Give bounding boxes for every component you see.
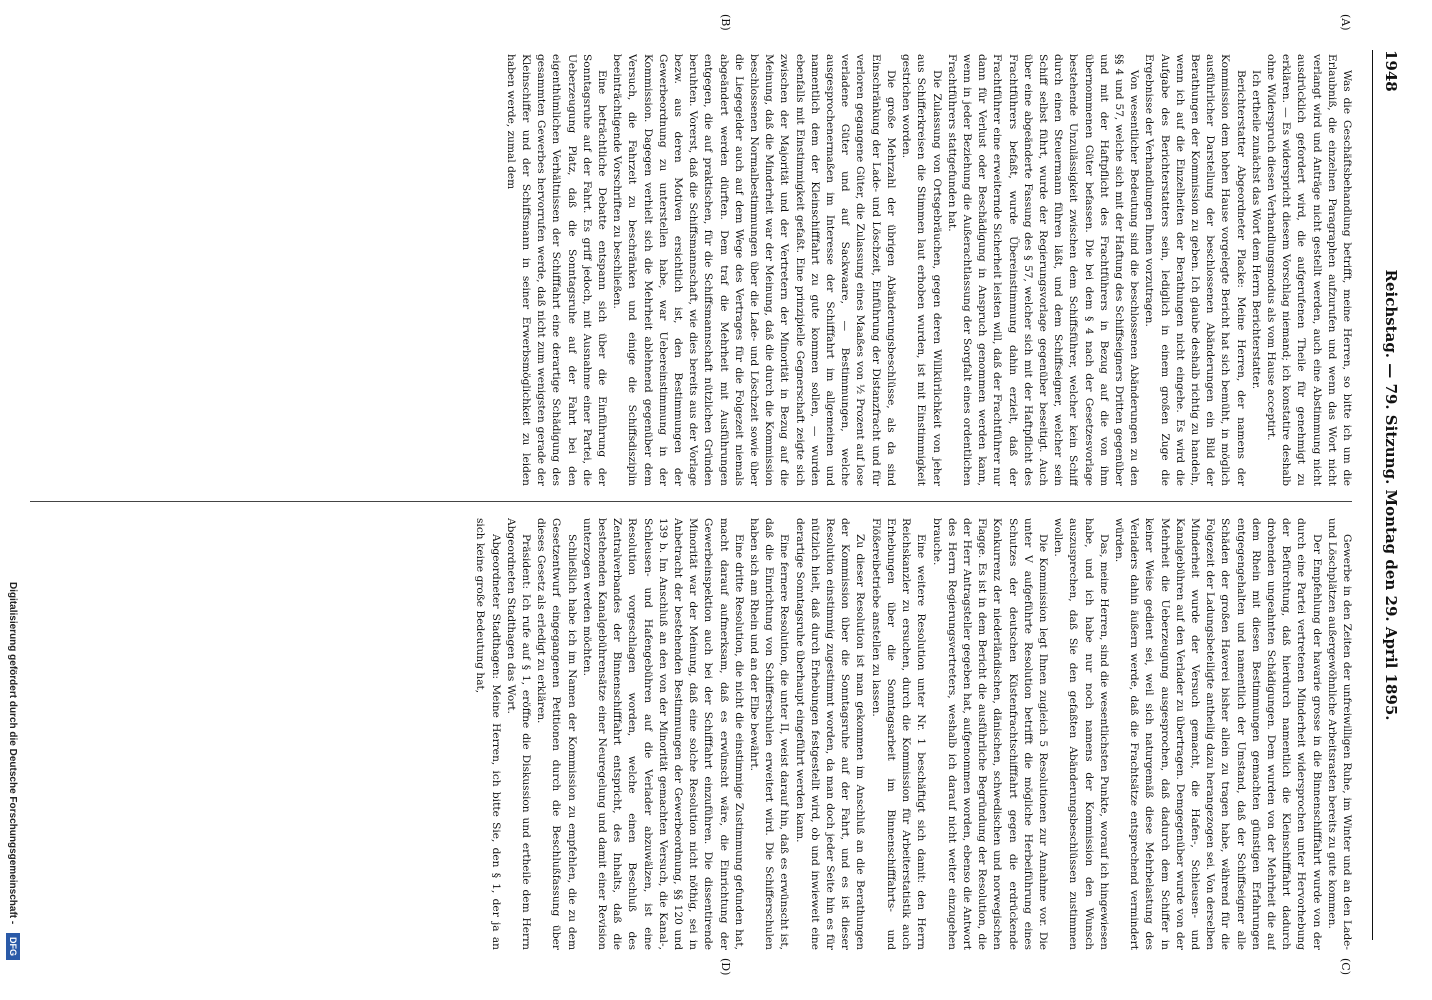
paragraph: Von wesentlicher Bedeutung sind die beschlossenen Abänderungen zu den §§ 4 und 57, welche sich mit der Haftung des Schiffseigners Dritten gegenüber und mit der Haftpflicht des Frachtführers in Bezug auf die von ihm übernommenen Güter befassen. Die bei dem § 4 nach der Gesetzesvorlage bestehende Unzulässigkeit zwischen dem Schiffsführer, welcher kein Schiff durch einen Steuermann führen läßt, und dem Schiffseigner, welcher sein Schiff selbst führt, wurde der Regierungsvorlage gegenüber beseitigt. Auch über eine abgeänderte Fassung des § 57, welcher sich mit der Haftpflicht des Frachtführers befaßt, wurde Übereinstimmung dahin erzielt, daß der Frachtführer eine erweiternde Sicherheit leisten will, daß der Frachtführer nur dann für Verlust oder Beschädigung in Anspruch genommen werden kann, wenn in jeder Beziehung die Außerachtlassung der Sorgfalt eines ordentlichen Frachtführers stattgefunden hat. — [945, 54, 1141, 486]
paragraph: Berichterstatter Abgeordneter Placke: Meine Herren, der namens der Kommission dem hohen Hause vorgelegte Bericht hat sich bemüht, in möglich ausführlicher Darstellung der beschlossenen Abänderungen ein Bild der Berathungen der Kommission zu geben. Ich glaube deshalb richtig zu handeln, wenn ich auf die Einzelheiten der Berathungen nicht eingehe. Es wird die Aufgabe des Berichterstatters sein, lediglich in einem großen Zuge die Ergebnisse der Verhandlungen Ihnen vorzutragen. — [1143, 54, 1247, 486]
margin-marker-d: (D) — [719, 958, 732, 976]
paragraph: Eine beträchtliche Debatte entspann sich über die Einführung der Sonntagsruhe auf der Fahrt. Es griff jedoch, mit Ausnahme einer Partei, die Ueberzeugung Platz, daß die Sonntagsruhe auf der Fahrt bei den eigenthümlichen Verhältnissen der Schifffahrt eine derartige Schädigung des gesammten Gewerbes hervorrufen werde, daß nicht zum wenigsten gerade der Kleinschiffer und der Schiffsmann in seiner Erwerbsmöglichkeit zu leiden haben werde, zumal dem — [504, 54, 609, 486]
paragraph: Abgeordneter Stadthagen: Meine Herren, ich bitte Sie, den § 1, der ja an sich keine große Bedeutung hat, — [474, 518, 502, 950]
margin-marker-b: (B) — [719, 14, 732, 31]
paragraph: Eine dritte Resolution, die nicht die einstimmige Zustimmung gefunden hat, macht darauf aufmerksam, daß es erwünscht wäre, die Einrichtung der Gewerbeinspektion auch bei der Schifffahrt einzuführen. Die dissentirende Minorität war der Meinung, daß eine solche Resolution nicht nöthig, sei in Anbetracht der bestehenden Bestimmungen der Gewerbeordnung, §§ 120 und 139 b. Im Anschluß an den von der Minorität gemachten Versuch, die Kanal-, Schleusen- und Hafengebühren auf die Verlader abzuwälzen, ist eine Resolution vorgeschlagen worden, welche einen Beschluß des Zentralverbandes der Binnenschifffahrt entspricht, des Inhalts, daß die bestehenden Kanalgebührensätze einer Neuregelung und damit einer Revision unterzogen werden möchten. — [580, 518, 745, 950]
header-rule — [1372, 50, 1373, 940]
paragraph: Die Zulassung von Ortsgebräuchen, gegen deren Willkürlichkeit von jeher aus Schifferkreisen die Stimmen laut erhoben wurden, ist mit Einstimmigkeit gestrichen worden. — [900, 54, 943, 486]
running-title: Reichstag. — 79. Sitzung. Montag den 29. April 1895. — [1382, 269, 1400, 721]
dfg-logo: DFG — [6, 933, 20, 960]
page-header — [1376, 50, 1406, 940]
page-number: 1948 — [1382, 50, 1400, 92]
digitization-credit — [0, 0, 24, 1000]
paragraph: Die große Mehrzahl der übrigen Abänderungsbeschlüsse, als da sind Einschränkung der Lade- und Löschzeit, Einführung der Distanzfracht und für verloren gegangene Güter, die Zulassung eines Maaßes von ½ Prozent auf lose verladene Güter und auf Sackwaare, — Bestimmungen, welche ausgesprochenermaßen im Interesse der Schifffahrt im allgemeinen und namentlich dem der Kleinschifffahrt zu gute kommen sollen, — wurden ebenfalls mit Einstimmigkeit gefaßt. Eine prinzipielle Gegnerschaft zeigte sich zwischen der Majorität und der Vertretern der Minorität in Bezug auf die Meinung, daß die Minderheit war der Meinung, daß die durch die Kommission beschlossenen Normalbestimmungen über die Lade- und Löschzeit sowie über die Liegegelder auch auf dem Wege des Vertrages für die Folgezeit niemals abgeändert werden dürften. Dem traf die Mehrheit mit Ausführungen entgegen, die auf praktischen, für die Schiffsmannschaft nützlichen Gründen beruhten. Vorerst, daß die Schiffsmannschaft, wie dies bereits aus der Vorlage bezw. aus deren Motiven ersichtlich ist, den Bestimmungen der Gewerbeordnung zu unterstellen habe, war Uebereinstimmung in der Kommission. Dagegen verhielt sich die Mehrheit ablehnend gegenüber dem Versuch, die Fahrzeit zu beschränken und einige die Schiffsdisziplin beeinträchtigende Vorschriften zu beschließen. — [611, 54, 897, 486]
margin-marker-c: (C) — [1339, 958, 1352, 975]
paragraph: Das, meine Herren, sind die wesentlichsten Punkte, worauf ich hingewiesen habe, und ich habe nur noch namens der Kommission den Wunsch auszusprechen, daß Sie den gefaßten Abänderungsbeschlüssen zustimmen wollen. — [1052, 518, 1110, 950]
margin-marker-a: (A) — [1339, 14, 1352, 31]
paragraph: Ich ertheile zunächst das Wort dem Herrn Berichterstatter. — [1249, 70, 1262, 390]
paragraph: Präsident: Ich rufe auf § 1, eröffne die Diskussion und ertheile dem Herrn Abgeordneten Stadthagen das Wort. — [504, 518, 533, 950]
paragraph: Gewerbe in den Zeiten der unfreiwilligen Ruhe, im Winter und an den Lade- und Löschplätzen außergewöhnliche Arbeitsrasten bereits zu gute kommen. — [1325, 518, 1353, 950]
paragraph: Eine weitere Resolution unter Nr. 1 beschäftigt sich damit: den Herrn Reichskanzler zu ersuchen, durch die Kommission für Arbeiterstatistik auch Erhebungen über die Sonntagsarbeit im Binnenschifffahrts- und Flößereibetriebe anstellen zu lassen. — [869, 518, 928, 950]
left-column — [30, 54, 1354, 486]
paragraph: Was die Geschäftsbehandlung betrifft, meine Herren, so bitte ich um die Erlaubniß, die einzelnen Paragraphen aufzurufen und wenn das Wort nicht verlangt wird und Anträge nicht gestellt werden, auch eine Abstimmung nicht ausdrücklich gefordert wird, die aufgerufenen Theile für genehmigt zu erklären. — Es widerspricht diesem Vorschlag niemand; ich konstatire deshalb ohne Widerspruch diesen Verhandlungsmodus als vom Hause acceptirt. — [1264, 54, 1353, 486]
paragraph: Eine fernere Resolution, die unter II, weist darauf hin, daß es erwünscht ist, daß die Einrichtung von Schifferschulen erweitert wird. Die Schifferschulen haben sich am Rhein und an der Elbe bewährt. — [748, 518, 791, 950]
right-column — [30, 518, 1354, 950]
paragraph: Schließlich habe ich im Namen der Kommission zu empfehlen, die zu dem Gesetzentwurf eingegangenen Petitionen durch die Beschlußfassung über dieses Gesetz als erledigt zu erklären. — [535, 518, 578, 950]
paragraph: Zu dieser Resolution ist man gekommen im Anschluß an die Berathungen der Kommission über die Sonntagsruhe auf der Fahrt, und es ist dieser Resolution einstimmig zugestimmt worden, da man doch jeder Seite hin es für nützlich hielt, daß durch Erhebungen festgestellt wird, ob und inwieweit eine derartige Sonntagsruhe überhaupt eingeführt werden kann. — [793, 518, 867, 950]
paragraph: Die Kommission legt Ihnen zugleich 5 Resolutionen zur Annahme vor. Die unter V aufgeführte Resolution betrifft die mögliche Herbeiführung eines Schutzes der deutschen Küstenfrachtschifffahrt gegen die erdrückende Konkurrenz der niederländischen, dänischen, schwedischen und norwegischen Flagge. Es ist in dem Bericht die ausführliche Begründung der Resolution, die der Herr Antragsteller gegeben hat, aufgenommen worden, ebenso die Antwort des Herrn Regierungsvertreters, weshalb ich darauf nicht weiter einzugehen brauche. — [930, 518, 1049, 950]
paragraph: Der Empfehlung der havarie grosse in die Binnenschifffahrt wurde von der durch eine Partei vertretenen Minderheit widersprochen unter Hervorhebung der Befürchtung, daß hierdurch namentlich die Kleinschifffahrt dadurch drohenden ungeahnten Schädigungen. Dem wurden von der Mehrheit die auf dem Rhein mit diesen Bestimmungen gemachten günstigen Erfahrungen entgegengehalten und namentlich der Umstand, daß der Schiffseigner alle Schäden der großen Haverei bisher allein zu tragen habe, während für die Folgezeit der Ladungsbeteiligte antheilig dazu herangezogen sei. Von derselben Minderheit wurde der Versuch gemacht, die Hafen-, Schleusen- und Kanalgebühren auf den Verlader zu übertragen. Demgegenüber wurde von der Mehrheit die Ueberzeugung ausgesprochen, daß dadurch dem Schiffer in keiner Weise gedient sei, weil sich naturgemäß diese Mehrbelastung des Verladers dahin äußern werde, daß die Frachtsätze entsprechend vermindert würden. — [1112, 518, 1323, 950]
column-divider — [30, 501, 1352, 502]
credit-text: Digitalisierung gefördert durch die Deutsche Forschungsgemeinschaft - — [7, 581, 18, 925]
